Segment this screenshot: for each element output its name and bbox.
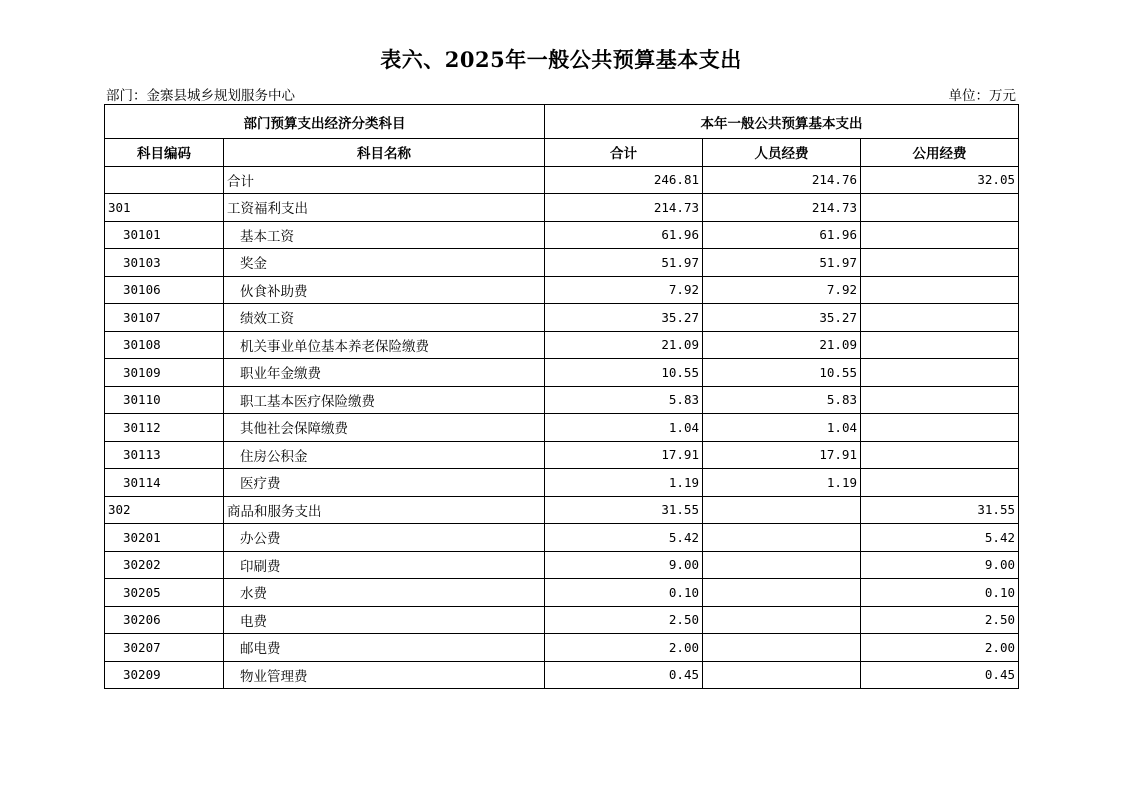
budget-table: [104, 104, 1019, 689]
table-row: [105, 496, 1019, 524]
cell-public: 2.50: [861, 606, 1019, 634]
cell-total: 246.81: [545, 166, 703, 194]
cell-code: 302: [105, 496, 224, 524]
cell-public: 9.00: [861, 551, 1019, 579]
cell-personnel: 5.83: [703, 386, 861, 414]
header-group-left: 部门预算支出经济分类科目: [105, 105, 545, 139]
cell-code: 30201: [105, 524, 224, 552]
cell-public: 31.55: [861, 496, 1019, 524]
cell-code: 30206: [105, 606, 224, 634]
department-label: 部门：金寨县城乡规划服务中心: [106, 88, 295, 104]
cell-public: [861, 441, 1019, 469]
cell-public: 5.42: [861, 524, 1019, 552]
cell-name: 机关事业单位基本养老保险缴费: [224, 331, 545, 359]
cell-total: 10.55: [545, 359, 703, 387]
cell-personnel: 61.96: [703, 221, 861, 249]
cell-total: 2.00: [545, 634, 703, 662]
cell-public: [861, 414, 1019, 442]
cell-personnel: [703, 496, 861, 524]
cell-name: 伙食补助费: [224, 276, 545, 304]
cell-name: 奖金: [224, 249, 545, 277]
cell-total: 0.45: [545, 661, 703, 689]
cell-code: 30109: [105, 359, 224, 387]
header-group-right: 本年一般公共预算基本支出: [545, 105, 1019, 139]
cell-public: [861, 304, 1019, 332]
cell-personnel: 7.92: [703, 276, 861, 304]
cell-total: 5.83: [545, 386, 703, 414]
table-row: [105, 661, 1019, 689]
cell-personnel: 17.91: [703, 441, 861, 469]
cell-code: 30202: [105, 551, 224, 579]
header-public: 公用经费: [861, 139, 1019, 167]
table-row: [105, 249, 1019, 277]
cell-public: [861, 359, 1019, 387]
cell-personnel: 51.97: [703, 249, 861, 277]
cell-code: [105, 166, 224, 194]
cell-code: 30106: [105, 276, 224, 304]
table-row: [105, 386, 1019, 414]
cell-name: 电费: [224, 606, 545, 634]
cell-name: 印刷费: [224, 551, 545, 579]
table-body: [105, 166, 1019, 689]
cell-total: 1.19: [545, 469, 703, 497]
unit-label: 单位：万元: [948, 88, 1016, 104]
cell-personnel: 10.55: [703, 359, 861, 387]
cell-public: [861, 469, 1019, 497]
cell-name: 工资福利支出: [224, 194, 545, 222]
cell-code: 30103: [105, 249, 224, 277]
cell-code: 30112: [105, 414, 224, 442]
cell-code: 30108: [105, 331, 224, 359]
table-row: [105, 469, 1019, 497]
cell-public: [861, 194, 1019, 222]
cell-name: 绩效工资: [224, 304, 545, 332]
cell-total: 0.10: [545, 579, 703, 607]
cell-total: 31.55: [545, 496, 703, 524]
header-personnel: 人员经费: [703, 139, 861, 167]
cell-public: [861, 386, 1019, 414]
cell-total: 214.73: [545, 194, 703, 222]
cell-personnel: [703, 606, 861, 634]
table-row: [105, 331, 1019, 359]
table-row: [105, 359, 1019, 387]
cell-public: [861, 331, 1019, 359]
table-row: [105, 221, 1019, 249]
table-row: [105, 276, 1019, 304]
cell-public: 0.10: [861, 579, 1019, 607]
page-title: 表六、2025年一般公共预算基本支出: [380, 47, 742, 72]
cell-personnel: 214.76: [703, 166, 861, 194]
cell-total: 2.50: [545, 606, 703, 634]
cell-code: 30107: [105, 304, 224, 332]
cell-code: 30209: [105, 661, 224, 689]
cell-personnel: 35.27: [703, 304, 861, 332]
cell-total: 21.09: [545, 331, 703, 359]
cell-total: 7.92: [545, 276, 703, 304]
cell-name: 住房公积金: [224, 441, 545, 469]
cell-code: 30205: [105, 579, 224, 607]
table-row: [105, 579, 1019, 607]
header-column-row: [105, 139, 1019, 167]
cell-public: [861, 249, 1019, 277]
cell-personnel: 1.19: [703, 469, 861, 497]
cell-name: 其他社会保障缴费: [224, 414, 545, 442]
cell-public: 32.05: [861, 166, 1019, 194]
cell-public: [861, 276, 1019, 304]
cell-public: [861, 221, 1019, 249]
table-row: [105, 304, 1019, 332]
cell-name: 水费: [224, 579, 545, 607]
cell-name: 办公费: [224, 524, 545, 552]
cell-name: 商品和服务支出: [224, 496, 545, 524]
table-row: [105, 194, 1019, 222]
cell-name: 合计: [224, 166, 545, 194]
cell-name: 物业管理费: [224, 661, 545, 689]
header-code: 科目编码: [105, 139, 224, 167]
cell-name: 邮电费: [224, 634, 545, 662]
cell-total: 51.97: [545, 249, 703, 277]
cell-code: 301: [105, 194, 224, 222]
cell-personnel: [703, 634, 861, 662]
cell-total: 17.91: [545, 441, 703, 469]
cell-code: 30207: [105, 634, 224, 662]
cell-total: 9.00: [545, 551, 703, 579]
cell-public: 2.00: [861, 634, 1019, 662]
table-row: [105, 166, 1019, 194]
cell-personnel: 21.09: [703, 331, 861, 359]
cell-name: 职工基本医疗保险缴费: [224, 386, 545, 414]
header-group-row: [105, 105, 1019, 139]
header-total: 合计: [545, 139, 703, 167]
cell-personnel: 1.04: [703, 414, 861, 442]
table-row: [105, 441, 1019, 469]
cell-code: 30113: [105, 441, 224, 469]
cell-total: 1.04: [545, 414, 703, 442]
cell-total: 5.42: [545, 524, 703, 552]
cell-code: 30110: [105, 386, 224, 414]
cell-personnel: [703, 524, 861, 552]
cell-name: 医疗费: [224, 469, 545, 497]
header-name: 科目名称: [224, 139, 545, 167]
cell-public: 0.45: [861, 661, 1019, 689]
cell-name: 基本工资: [224, 221, 545, 249]
table-row: [105, 524, 1019, 552]
table-row: [105, 414, 1019, 442]
cell-total: 35.27: [545, 304, 703, 332]
cell-code: 30101: [105, 221, 224, 249]
cell-personnel: [703, 661, 861, 689]
cell-name: 职业年金缴费: [224, 359, 545, 387]
cell-personnel: [703, 551, 861, 579]
cell-personnel: [703, 579, 861, 607]
table-row: [105, 606, 1019, 634]
cell-personnel: 214.73: [703, 194, 861, 222]
table-row: [105, 634, 1019, 662]
table-row: [105, 551, 1019, 579]
cell-code: 30114: [105, 469, 224, 497]
cell-total: 61.96: [545, 221, 703, 249]
